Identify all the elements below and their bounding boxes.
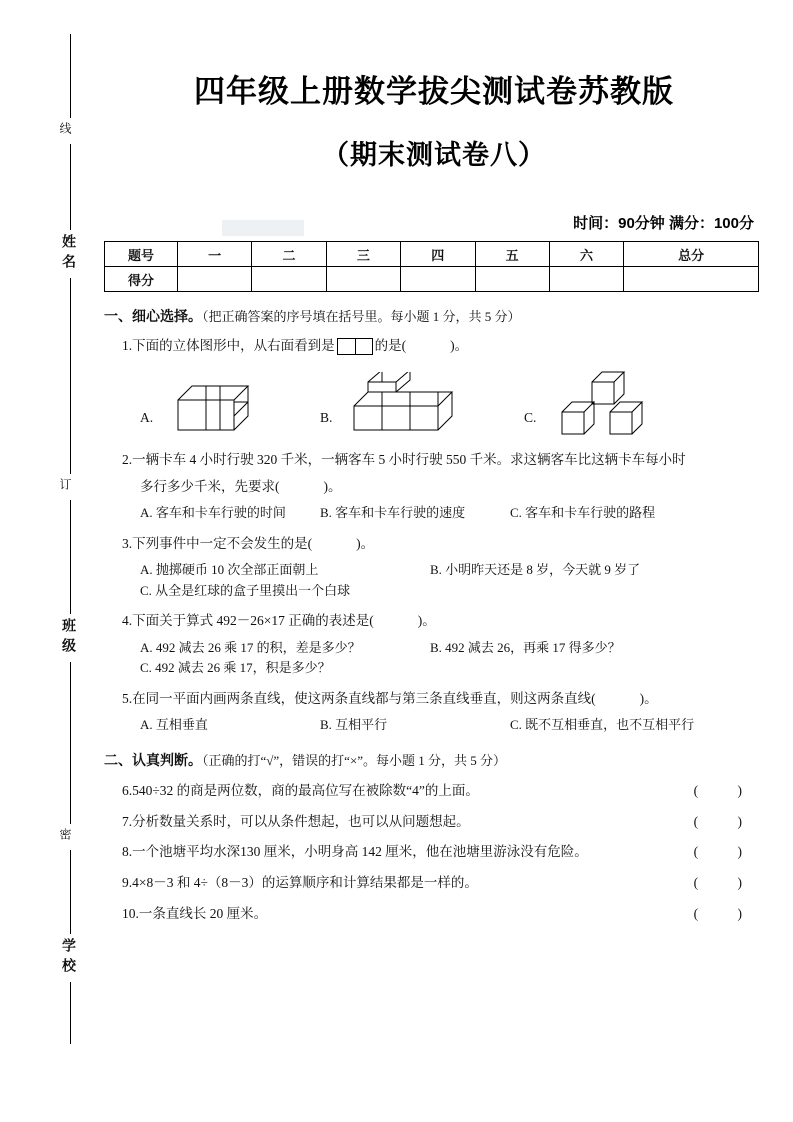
question-4-text-a: 下面关于算式 492－26×17 正确的表述是( <box>132 613 374 629</box>
score-cell-1[interactable] <box>252 267 326 292</box>
margin-vertical-line <box>70 34 71 1044</box>
question-6-num: 6. <box>122 783 133 799</box>
question-3-option-c[interactable]: C. 从全是红球的盒子里摸出一个白球 <box>140 582 351 598</box>
page-subtitle: （期末测试卷八） <box>322 140 546 170</box>
question-6-text: 540÷32 的商是两位数，商的最高位写在被除数“4”的上面。 <box>132 783 479 799</box>
question-2-line2-b: )。 <box>323 478 342 494</box>
question-4-text-b: )。 <box>417 613 436 629</box>
question-10-answer-blank[interactable]: ( ) <box>693 905 760 921</box>
table-row <box>105 267 759 292</box>
section-2-title: 二、认真判断。 <box>104 752 202 769</box>
question-1-text-b: 的是( <box>374 338 407 353</box>
question-10-num: 10. <box>122 905 139 921</box>
question-1-text-c: )。 <box>450 338 469 353</box>
question-5-text-a: 在同一平面内画两条直线，使这两条直线都与第三条直线垂直，则这两条直线( <box>132 691 596 707</box>
section-2-heading <box>104 750 764 770</box>
question-2-line1: 一辆卡车 4 小时行驶 320 千米，一辆客车 5 小时行驶 550 千米。求这辆客车比这辆卡车每小时 <box>132 452 686 468</box>
question-4-option-c[interactable]: C. 492 减去 26 乘 17，积是多少？ <box>140 660 331 676</box>
question-9-answer-blank[interactable]: ( ) <box>693 875 760 891</box>
shape-view-icon <box>337 338 373 355</box>
score-cell-5[interactable] <box>549 267 623 292</box>
score-col-1: 二 <box>252 242 326 267</box>
question-2-options <box>104 503 764 524</box>
question-2-option-b[interactable]: B. 客车和卡车行驶的速度 <box>320 504 466 520</box>
question-5 <box>104 689 764 709</box>
score-row-label-1: 得分 <box>105 267 178 292</box>
question-10-text: 一条直线长 20 厘米。 <box>138 905 268 921</box>
question-3-num: 3. <box>122 535 133 551</box>
question-2-num: 2. <box>122 452 133 468</box>
score-cell-4[interactable] <box>475 267 549 292</box>
score-col-5: 六 <box>549 242 623 267</box>
question-6 <box>104 780 764 802</box>
score-table <box>104 241 759 292</box>
question-7-num: 7. <box>122 813 133 829</box>
question-9 <box>104 872 764 894</box>
score-cell-0[interactable] <box>178 267 252 292</box>
margin-seal-label: 密 <box>56 824 75 850</box>
question-5-options <box>104 715 764 736</box>
question-7-text: 分析数量关系时，可以从条件想起，也可以从问题想起。 <box>132 813 470 829</box>
margin-bind-label: 订 <box>56 474 75 500</box>
question-4-option-a[interactable]: A. 492 减去 26 乘 17 的积，差是多少？ <box>140 639 361 655</box>
section-1-heading <box>104 306 764 326</box>
question-1-option-a-label: A. <box>140 410 154 426</box>
question-5-option-a[interactable]: A. 互相垂直 <box>140 717 208 733</box>
question-3-option-b[interactable]: B. 小明昨天还是 8 岁，今天就 9 岁了 <box>430 561 641 577</box>
question-1-figures <box>104 362 764 444</box>
question-4-options <box>104 638 764 680</box>
table-row <box>105 242 759 267</box>
cube-figure-c-icon <box>548 364 678 444</box>
question-4 <box>104 611 764 631</box>
question-1-num: 1. <box>122 338 133 353</box>
question-3-text-b: )。 <box>356 535 375 551</box>
question-5-option-c[interactable]: C. 既不互相垂直，也不互相平行 <box>510 717 695 733</box>
section-1-title: 一、细心选择。 <box>104 308 202 324</box>
question-2-option-a[interactable]: A. 客车和卡车行驶的时间 <box>140 504 286 520</box>
score-col-4: 五 <box>475 242 549 267</box>
question-3-text-a: 下列事件中一定不会发生的是( <box>132 535 313 551</box>
question-2 <box>104 450 764 470</box>
question-1-option-c-label: C. <box>524 410 537 426</box>
question-2-option-c[interactable]: C. 客车和卡车行驶的路程 <box>510 504 656 520</box>
question-9-text: 4×8－3 和 4÷（8－3）的运算顺序和计算结果都是一样的。 <box>132 875 478 891</box>
question-8-num: 8. <box>122 844 133 860</box>
cube-figure-b-icon <box>344 372 474 442</box>
score-row-label-0: 题号 <box>105 242 178 267</box>
score-cell-6[interactable] <box>624 267 759 292</box>
question-5-num: 5. <box>122 691 133 707</box>
question-1-option-b-label: B. <box>320 410 333 426</box>
cube-figure-a-icon <box>164 372 284 442</box>
question-2-line2 <box>104 477 764 497</box>
margin-class-label: 班级 <box>56 614 78 662</box>
question-7-answer-blank[interactable]: ( ) <box>693 813 760 829</box>
question-1-text-a: 下面的立体图形中，从右面看到是 <box>132 338 335 353</box>
question-9-num: 9. <box>122 875 133 891</box>
document-body <box>104 40 764 933</box>
question-8-answer-blank[interactable]: ( ) <box>693 844 760 860</box>
question-8 <box>104 841 764 863</box>
question-7 <box>104 811 764 833</box>
question-5-text-b: )。 <box>639 691 658 707</box>
watermark-block <box>222 220 304 236</box>
question-3-option-a[interactable]: A. 抛掷硬币 10 次全部正面朝上 <box>140 561 319 577</box>
question-1 <box>104 336 764 356</box>
question-4-num: 4. <box>122 613 133 629</box>
question-6-answer-blank[interactable]: ( ) <box>693 783 760 799</box>
left-margin-strip <box>48 34 94 1044</box>
score-col-6: 总分 <box>624 242 759 267</box>
section-2-note: （正确的打“√”，错误的打“×”。每小题 1 分，共 5 分） <box>202 753 507 769</box>
score-col-2: 三 <box>326 242 400 267</box>
score-cell-2[interactable] <box>326 267 400 292</box>
score-col-3: 四 <box>401 242 475 267</box>
question-5-option-b[interactable]: B. 互相平行 <box>320 717 388 733</box>
page-title: 四年级上册数学拔尖测试卷苏教版 <box>194 74 674 109</box>
question-2-line2-a: 多行多少千米，先要求( <box>140 478 280 494</box>
question-10 <box>104 903 764 925</box>
score-col-0: 一 <box>178 242 252 267</box>
score-cell-3[interactable] <box>401 267 475 292</box>
margin-name-label: 姓名 <box>56 230 78 278</box>
margin-school-label: 学校 <box>56 934 78 982</box>
exam-meta: 时间：90分钟 满分：100分 <box>573 215 754 232</box>
question-3-options <box>104 560 764 602</box>
question-3 <box>104 534 764 554</box>
margin-line-label: 线 <box>56 118 75 144</box>
question-8-text: 一个池塘平均水深130 厘米，小明身高 142 厘米，他在池塘里游泳没有危险。 <box>132 844 588 860</box>
section-1-note: （把正确答案的序号填在括号里。每小题 1 分，共 5 分） <box>202 309 521 324</box>
question-4-option-b[interactable]: B. 492 减去 26，再乘 17 得多少？ <box>430 639 621 655</box>
